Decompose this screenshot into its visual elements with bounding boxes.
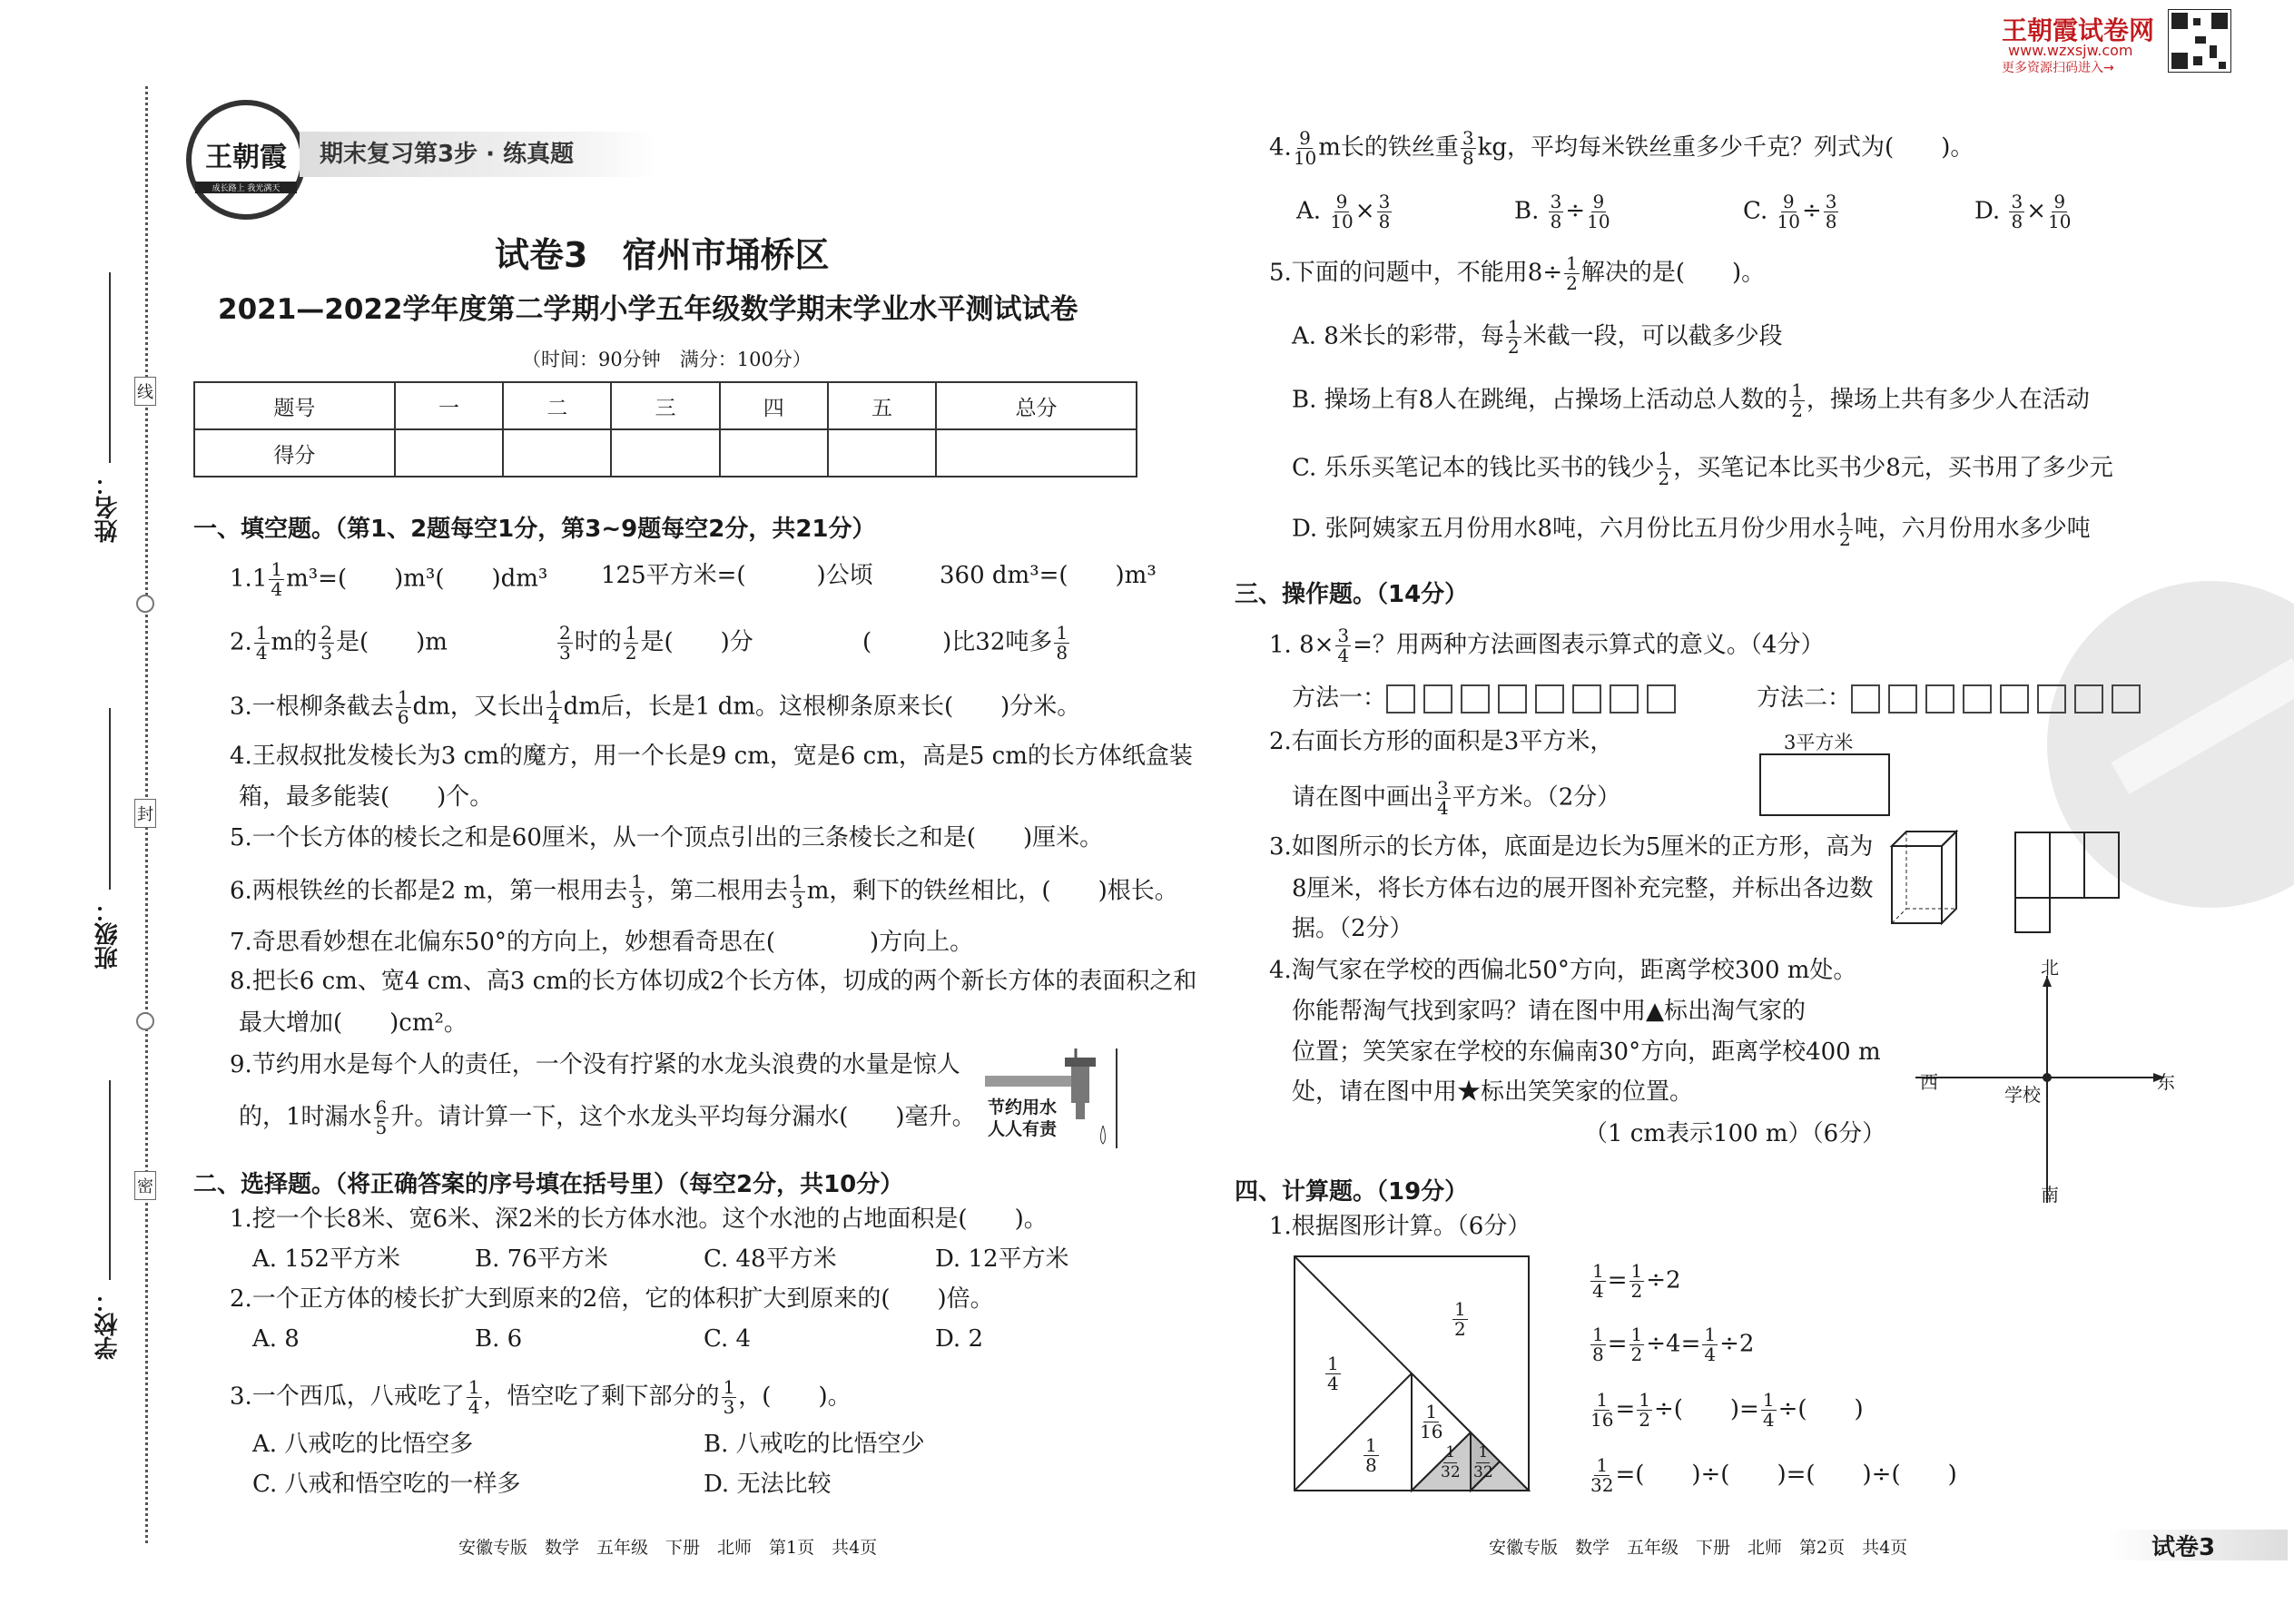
name-label: 姓名： xyxy=(94,472,122,543)
compass-west: 西 xyxy=(1920,1071,1938,1093)
r-q4-opt-c: C. $\frac{9}{10}$ ÷ $\frac{3}{8}$ xyxy=(1743,191,1837,232)
s3-q1: 1. 8× $\frac{3}{4}$ =？用两种方法画图表示算式的意义。（4分） xyxy=(1269,625,1825,666)
q4-line2: 箱，最多能装( )个。 xyxy=(239,783,494,811)
section1-title: 一、填空题。（第1、2题每空1分，第3~9题每空2分，共21分） xyxy=(193,516,876,543)
tap-caption: 节约用水 人人有责 xyxy=(988,1097,1058,1139)
q2-c: ( )比32吨多 $\frac{1}{8}$ xyxy=(862,622,1068,664)
q4-line1: 4.王叔叔批发棱长为3 cm的魔方，用一个长是9 cm，宽是6 cm，高是5 cm的长方体纸盒装 xyxy=(230,743,1193,770)
brand-logo: 王朝霞 成长路上 我光满天 xyxy=(186,100,306,220)
q3: 3.一根柳条截去 $\frac{1}{6}$ dm，又长出 $\frac{1}{4}$ dm后，长是1 dm。这根柳条原来长( )分米。 xyxy=(230,686,1081,728)
score-header-cell: 五 xyxy=(828,382,936,429)
s2-q2-opt-a: A. 8 xyxy=(252,1325,300,1353)
calc-row3[interactable]: $\frac{1}{16}$ = $\frac{1}{2}$ ÷( )= $\frac{1}{4}$ ÷( ) xyxy=(1590,1389,1864,1431)
q8-line1: 8.把长6 cm、宽4 cm、高3 cm的长方体切成2个长方体，切成的两个新长方体的表面积之和 xyxy=(230,968,1197,995)
score-header-cell: 四 xyxy=(720,382,828,429)
s3-q4-line2: 你能帮淘气找到家吗？请在图中用▲标出淘气家的 xyxy=(1292,998,1806,1025)
s2-q3-opt-a: A. 八戒吃的比悟空多 xyxy=(252,1431,474,1458)
binding-hole-icon xyxy=(136,595,154,613)
score-header-cell: 总分 xyxy=(936,382,1137,429)
s3-q4-scale: （1 cm表示100 m）（6分） xyxy=(1584,1120,1886,1147)
r-q5: 5.下面的问题中，不能用8÷ $\frac{1}{2}$ 解决的是( )。 xyxy=(1269,252,1766,294)
s2-q1-opt-a: A. 152平方米 xyxy=(252,1245,400,1273)
s3-q2-line1: 2.右面长方形的面积是3平方米， xyxy=(1269,728,1614,755)
method1: 方法一： xyxy=(1292,683,1684,714)
q9-line2: 的，1时漏水 $\frac{6}{5}$ 升。请计算一下，这个水龙头平均每分漏水( )毫升。 xyxy=(239,1097,976,1138)
score-cell[interactable] xyxy=(611,429,719,477)
watermark-tip: 更多资源扫码进入→ xyxy=(2002,61,2114,75)
s3-q4-line4: 处，请在图中用★标出笑笑家的位置。 xyxy=(1292,1078,1694,1106)
r-q4-opt-a: A. $\frac{9}{10}$ × $\frac{3}{8}$ xyxy=(1296,191,1391,232)
score-header-cell: 一 xyxy=(395,382,503,429)
school-blank[interactable] xyxy=(109,1080,111,1280)
score-cell[interactable] xyxy=(720,429,828,477)
s3-q3-line3: 据。（2分） xyxy=(1292,915,1413,942)
s2-q1-opt-c: C. 48平方米 xyxy=(704,1245,837,1273)
score-header-cell: 题号 xyxy=(194,382,395,429)
cuboid-net-figure[interactable] xyxy=(2013,831,2132,935)
compass-map[interactable] xyxy=(1915,976,2170,1203)
q1-a: 1.1 $\frac{1}{4}$ m³=( )m³( )dm³ xyxy=(230,558,548,600)
score-header-cell: 三 xyxy=(611,382,719,429)
watermark-brand: 王朝霞试卷网 xyxy=(2002,15,2155,45)
footer-right: 安徽专版 数学 五年级 下册 北师 第2页 共4页 xyxy=(1489,1538,1908,1558)
section2-title: 二、选择题。（将正确答案的序号填在括号里）（每空2分，共10分） xyxy=(193,1171,904,1198)
s2-q1-opt-d: D. 12平方米 xyxy=(935,1245,1069,1273)
score-cell[interactable] xyxy=(503,429,611,477)
fig-label-eighth: $\frac{1}{8}$ xyxy=(1365,1434,1377,1476)
score-table xyxy=(193,381,1137,477)
class-blank[interactable] xyxy=(109,708,111,890)
fig-label-quarter: $\frac{1}{4}$ xyxy=(1327,1353,1339,1394)
exam-subtitle: 2021—2022学年度第二学期小学五年级数学期末学业水平测试试卷 xyxy=(218,293,1078,326)
r-q4-opt-d: D. $\frac{3}{8}$ × $\frac{9}{10}$ xyxy=(1974,191,2072,232)
fig-label-32a: $\frac{1}{32}$ xyxy=(1441,1443,1461,1481)
q2-b: $\frac{2}{3}$ 时的 $\frac{1}{2}$ 是( )分 xyxy=(559,622,753,664)
score-header-cell: 二 xyxy=(503,382,611,429)
r-q5-opt-c: C. 乐乐买笔记本的钱比买书的钱少 $\frac{1}{2}$ ，买笔记本比买书少8元，买书用了多少元 xyxy=(1292,448,2113,489)
exam-title: 试卷3 宿州市埇桥区 xyxy=(495,235,830,275)
calc-row2: $\frac{1}{8}$ = $\frac{1}{2}$ ÷4= $\frac{1}{4}$ ÷2 xyxy=(1592,1324,1755,1365)
r-q4-opt-b: B. $\frac{3}{8}$ ÷ $\frac{9}{10}$ xyxy=(1514,191,1610,232)
class-label: 班级： xyxy=(94,899,122,969)
fig-label-32b: $\frac{1}{32}$ xyxy=(1473,1443,1493,1481)
score-cell[interactable] xyxy=(828,429,936,477)
compass-north: 北 xyxy=(2041,957,2059,979)
s2-q2-opt-d: D. 2 xyxy=(935,1325,983,1353)
exam-timing: （时间：90分钟 满分：100分） xyxy=(522,349,812,370)
section3-title: 三、操作题。（14分） xyxy=(1235,581,1469,608)
fig-label-sixteenth: $\frac{1}{16}$ xyxy=(1420,1401,1443,1442)
seal-feng: 封 xyxy=(134,799,156,828)
compass-east: 东 xyxy=(2157,1071,2175,1093)
score-cell[interactable] xyxy=(395,429,503,477)
q7: 7.奇思看妙想在北偏东50°的方向上，妙想看奇思在( )方向上。 xyxy=(230,929,974,956)
watermark-url: www.wzxsjw.com xyxy=(2008,42,2133,59)
qr-code-icon[interactable] xyxy=(2168,9,2231,73)
q9-line1: 9.节约用水是每个人的责任，一个没有拧紧的水龙头浪费的水量是惊人 xyxy=(230,1051,960,1078)
seal-xian: 线 xyxy=(134,377,156,406)
q6: 6.两根铁丝的长都是2 m，第一根用去 $\frac{1}{3}$ ，第二根用去 $\frac{1}{3}$ m，剩下的铁丝相比，( )根长。 xyxy=(230,871,1178,912)
s2-q3-opt-b: B. 八戒吃的比悟空少 xyxy=(704,1431,925,1458)
school-label: 学校： xyxy=(94,1289,122,1360)
s2-q2-opt-b: B. 6 xyxy=(475,1325,523,1353)
r-q5-opt-b: B. 操场上有8人在跳绳，占操场上活动总人数的 $\frac{1}{2}$ ，操场上共有多少人在活动 xyxy=(1292,379,2090,421)
step-banner: 期末复习第3步 · 练真题 xyxy=(300,132,655,177)
compass-south: 南 xyxy=(2041,1184,2059,1206)
r-q5-opt-d: D. 张阿姨家五月份用水8吨，六月份比五月份少用水 $\frac{1}{2}$ 吨，六月份用水多少吨 xyxy=(1292,508,2091,550)
q5: 5.一个长方体的棱长之和是60厘米，从一个顶点引出的三条棱长之和是( )厘米。 xyxy=(230,824,1104,851)
q1-b: 125平方米=( )公顷 xyxy=(601,562,873,589)
area-rectangle[interactable] xyxy=(1759,753,1890,816)
s3-q4-line3: 位置；笑笑家在学校的东偏南30°方向，距离学校400 m xyxy=(1292,1038,1881,1066)
s2-q3-opt-d: D. 无法比较 xyxy=(704,1471,832,1498)
q2: 2. $\frac{1}{4}$ m的 $\frac{2}{3}$ 是( )m xyxy=(230,622,448,664)
page-tag: 试卷3 xyxy=(2151,1534,2216,1561)
s2-q2: 2.一个正方体的棱长扩大到原来的2倍，它的体积扩大到原来的( )倍。 xyxy=(230,1285,994,1313)
q1-c: 360 dm³=( )m³ xyxy=(940,562,1157,589)
s2-q2-opt-c: C. 4 xyxy=(704,1325,752,1353)
s3-q3-line1: 3.如图所示的长方体，底面是边长为5厘米的正方形，高为 xyxy=(1269,833,1874,861)
cuboid-figure xyxy=(1888,828,1961,928)
s3-q3-line2: 8厘米，将长方体右边的展开图补充完整，并标出各边数 xyxy=(1292,875,1874,902)
method2: 方法二： xyxy=(1757,683,2149,714)
r-q4: 4. $\frac{9}{10}$ m长的铁丝重 $\frac{3}{8}$ kg，平均每米铁丝重多少千克？列式为( )。 xyxy=(1269,127,1974,169)
rect-area-label: 3平方米 xyxy=(1784,732,1854,753)
s3-q2-line2: 请在图中画出 $\frac{3}{4}$ 平方米。（2分） xyxy=(1292,777,1621,819)
s2-q3: 3.一个西瓜，八戒吃了 $\frac{1}{4}$ ，悟空吃了剩下部分的 $\frac{1}{3}$ ，( )。 xyxy=(230,1376,852,1418)
section4-title: 四、计算题。（19分） xyxy=(1235,1178,1469,1206)
s4-q1: 1.根据图形计算。（6分） xyxy=(1269,1213,1531,1240)
s2-q1-opt-b: B. 76平方米 xyxy=(475,1245,608,1273)
score-row-label: 得分 xyxy=(194,429,395,477)
s2-q1: 1.挖一个长8米、宽6米、深2米的长方体水池。这个水池的占地面积是( )。 xyxy=(230,1206,1048,1233)
fig-label-half: $\frac{1}{2}$ xyxy=(1454,1298,1466,1340)
s3-q4-line1: 4.淘气家在学校的西偏北50°方向，距离学校300 m处。 xyxy=(1269,957,1857,984)
s2-q3-opt-c: C. 八戒和悟空吃的一样多 xyxy=(252,1471,521,1498)
binding-hole-icon xyxy=(136,1012,154,1030)
q8-line2: 最大增加( )cm²。 xyxy=(239,1009,468,1037)
calc-row4[interactable]: $\frac{1}{32}$ =( )÷( )=( )÷( ) xyxy=(1590,1454,1957,1496)
seal-mi: 密 xyxy=(134,1171,156,1200)
calc-row1: $\frac{1}{4}$ = $\frac{1}{2}$ ÷2 xyxy=(1592,1260,1681,1302)
footer-left: 安徽专版 数学 五年级 下册 北师 第1页 共4页 xyxy=(458,1538,878,1558)
score-cell[interactable] xyxy=(936,429,1137,477)
r-q5-opt-a: A. 8米长的彩带，每 $\frac{1}{2}$ 米截一段，可以截多少段 xyxy=(1292,316,1783,358)
name-blank[interactable] xyxy=(109,272,111,463)
compass-school: 学校 xyxy=(2004,1084,2041,1106)
